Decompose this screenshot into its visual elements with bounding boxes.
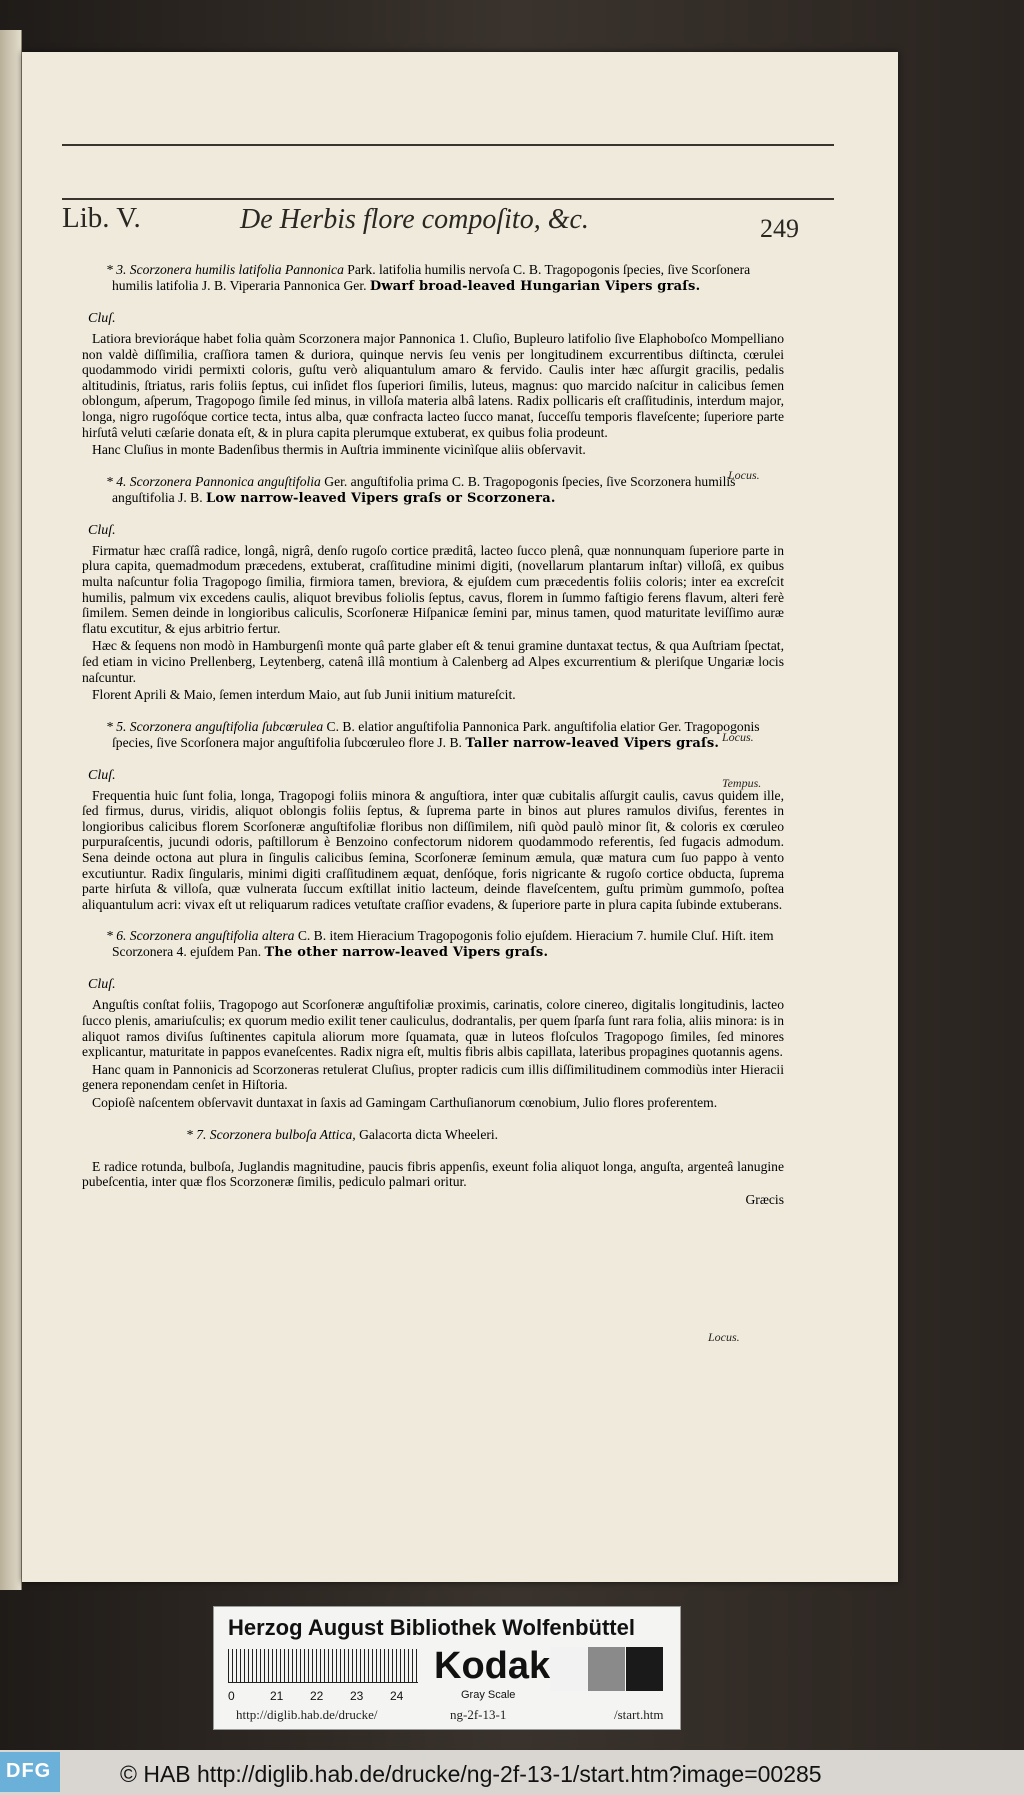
heading-italic: * 5. Scorzonera anguſtifolia ſubcœrulea [106, 718, 324, 734]
library-target-card [213, 1606, 681, 1730]
author-tag: Cluſ. [88, 311, 116, 326]
gray-scale-label: Gray Scale [461, 1689, 516, 1701]
copyright-link[interactable]: © HAB http://diglib.hab.de/drucke/ng-2f-13-1/start.htm?image=00285 [120, 1761, 822, 1787]
heading-english: Dwarf broad-leaved Hungarian Vipers graſs. [369, 279, 701, 294]
heading-rest: C. B. item Hieracium Tragopogonis folio ejuſdem. Hieracium 7. humile Cluſ. Hiſt. item Scorzonera 4. ejuſdem Pan. [112, 928, 774, 960]
url-part: http://diglib.hab.de/drucke/ [236, 1707, 378, 1722]
catchword: Græcis [745, 1191, 784, 1207]
author-tag: Cluſ. [88, 522, 116, 538]
entry-heading [82, 928, 784, 961]
heading-english: Low narrow-leaved Vipers graſs or Scorzonera. [206, 490, 556, 506]
entry-heading [82, 474, 784, 507]
paragraph: E radice rotunda, bulboſa, Juglandis magnitudine, paucis fibris appenſis, exeunt folia aliquot longa, anguſta, argenteâ lanugine pubeſcentia, inter quæ flos Scorzoneræ ſimilis, pediculo palmari oritur. [82, 1158, 784, 1190]
head-rule-bottom [62, 198, 834, 200]
margin-note-locus: Locus. [708, 1330, 740, 1344]
scale-number: 0 [228, 1689, 235, 1703]
heading-english: Taller narrow-leaved Vipers graſs. [465, 735, 720, 751]
margin-note-locus: Locus. [728, 468, 760, 482]
paragraph: Hanc Cluſius in monte Badenſibus thermis in Auſtria imminente vicinìſque aliis obſervavit. [92, 442, 586, 458]
heading-rest: Park. latifolia humilis nervoſa C. B. Tragopogonis ſpecies, ſive Scorſonera humilis latifolia J. B. Viperaria Pannonica Ger. [112, 262, 751, 293]
gray-swatch [588, 1647, 625, 1691]
scale-number: 23 [350, 1689, 364, 1703]
margin-note-tempus: Tempus. [722, 776, 762, 790]
library-name: Herzog August Bibliothek Wolfenbüttel [228, 1615, 635, 1640]
entry-6 [82, 928, 784, 1110]
kodak-logo: Kodak [434, 1645, 551, 1687]
author-tag: Cluſ. [88, 767, 116, 783]
entry-4 [82, 474, 784, 703]
page-content [82, 262, 784, 1224]
paragraph: Hæc & ſequens non modò in Hamburgenſi monte quâ parte glaber eſt & tenui gramine duntaxat tectus, & qua Auſtriam ſpectat, ſed etiam in vicino Prellenberg, Leytenberg, catenâ illâ montium à Calenberg ad Alpes excurrentium & pleriſque Ungariæ locis naſcuntur. [82, 638, 784, 685]
url-part: /start.htm [614, 1707, 664, 1722]
book-page [22, 52, 898, 1582]
gray-swatch [626, 1647, 663, 1691]
paragraph: Florent Aprili & Maio, ſemen interdum Maio, aut ſub Junii initium matureſcit. [92, 687, 516, 703]
scale-number: 21 [270, 1689, 284, 1703]
entry-heading [82, 719, 784, 752]
heading-italic: * 6. Scorzonera anguſtifolia altera [106, 928, 295, 944]
heading-italic: * 7. Scorzonera bulboſa Attica, [186, 1126, 356, 1142]
paragraph: Firmatur hæc craſſâ radice, longâ, nigrâ, denſo rugoſo cortice præditâ, lacteo ſucco plenâ, quæ nonnunquam ſuperiore parte in plura capita, quemadmodum præcedens, extuberat, craſſitudine minimi digiti, (novellarum plantarum inſtar) villoſâ, ex quibus multa naſcuntur folia Tragopogo ſimilia, firmiora tamen, breviora, & ejuſdem cum præcedentis foliis coloris; inter ea excreſcit humilis, palmum vix excedens caulis, aliquot brevibus foliolis ſeptus, cavus, florem in ſummo faſtigio ferens flavum, alteri ferè ſimilem. Semen deinde in longioribus caliculis, Scorſoneræ Hiſpanicæ ſemini par, minus tamen, quod maturitate leviſſimo auræ flatu excutitur, & ejus arbitrio fertur. [82, 542, 784, 636]
entry-5 [82, 719, 784, 913]
ruler-scale [228, 1649, 418, 1683]
head-rule-top [62, 144, 834, 146]
paragraph: Hanc quam in Pannonicis ad Scorzoneras retulerat Cluſius, propter radicis cum illis diſſimilitudinem commodiùs inter Hieracii genera reponendam cenſet in Hiſtoria. [82, 1061, 784, 1093]
url-part: ng-2f-13-1 [450, 1707, 507, 1722]
entry-3 [82, 262, 784, 458]
entry-7 [82, 1127, 784, 1208]
paragraph: Frequentia huic ſunt folia, longa, Tragopogi foliis minora & anguſtiora, inter quæ cubitalis aſſurgit caulis, cavus quidem ille, ſed firmus, durus, viridis, aliquot oblongis foliis ſeptus, & ſuprema parte in binos aut plures ramulos diviſus, ferentes in longioribus calicibus florem Scorſoneræ anguſtifoliæ floribus non diſſimilem, niſi quòd paulò minor ſit, & coloris ex cœruleo purpuraſcentis, jucundi odoris, paſtillorum è Benzoino confectorum nidorem quodammodo referentis, ſed fugacis admodum. Sena deinde octona aut plura in ſingulis calicibus ſemina, Scorſoneræ ſeminum æmula, quæ matura cum ſuo pappo à vento excutiuntur. Radix ſingularis, minimi digiti craſſitudinem æquat, denſóque, foris nigricante & rugoſo cortice obducta, ſuprema parte hirſuta & villoſa, quæ vulnerata ſuccum exſtillat initio lacteum, deinde flaveſcentem, guſtu primùm gummoſo, poſtea aliquantulum acri: vivax eſt ut reliquarum radices vetuſtate craſſior evadens, & ſuperiore parte in plura capita ſubinde extuberans. [82, 787, 784, 912]
scale-number: 24 [390, 1689, 404, 1703]
entry-heading [82, 262, 784, 295]
left-page-edge [0, 30, 22, 1590]
page-number: 249 [760, 214, 799, 243]
scale-number: 22 [310, 1689, 324, 1703]
heading-italic: * 4. Scorzonera Pannonica anguſtifolia [106, 473, 321, 489]
author-tag: Cluſ. [88, 977, 116, 993]
margin-note-locus: Locus. [722, 730, 754, 744]
paragraph: Anguſtis conſtat foliis, Tragopogo aut Scorſoneræ anguſtifoliæ proximis, carinatis, colore cinereo, digitalis longitudinis, lacteo ſucco plenis, amariuſculis; ex quorum medio exilit tener cauliculus, dodrantalis, per quem ſparſa ſunt rara folia, aliis minora: is in aliquot ramos diviſus ſuſtinentes capitula aliorum more ſquamata, quæ in luteos floſculos Tragopogo ſimiles, ſed minores explicantur, maturitate in pappos evaneſcentes. Radix nigra eſt, multis fibris albis capillata, lateribus propagines quotannis agens. [82, 997, 784, 1060]
gray-swatch [550, 1647, 587, 1691]
heading-italic: * 3. Scorzonera humilis latifolia Pannonica [106, 262, 344, 277]
paragraph: Latiora brevioráque habet folia quàm Scorzonera major Pannonica 1. Cluſio, Bupleuro latifolio ſive Elaphoboſco Mompelliano non valdè diſſimilia, craſſiora tamen & duriora, quinque nervis ſeu venis per longitudinem excurrentibus diſtincta, cœrulei quodammodo viridi permixti coloris, guſtu verò aliquantulum amaro & fervido. Caulis inter hæc aſſurgit gracilis, pedalis altitudinis, ſtriatus, raris foliis ſeptus, cui inſidet flos ſuperiori ſimilis, luteus, magnus: quo marcido naſcitur in calicibus ſemen oblongum, aſperum, Tragopogo ſimile ſed minus, in villoſa materia albâ latens. Radix pollicaris eſt craſſitudinis, interdum major, longa, nigro rugoſóque cortice tecta, intus alba, quæ confracta lacteo ſucco manat, ſucceſſu temporis flaveſcente; ſuperiore parte hirſutâ veluti cæſarie donata eſt, & in plura capita plerumque extuberat, ex quibus folia prodeunt. [82, 331, 784, 440]
entry-heading [82, 1127, 784, 1143]
heading-rest: Galacorta dicta Wheeleri. [355, 1126, 499, 1142]
heading-rest: C. B. elatior anguſtifolia Pannonica Park. anguſtifolia elatior Ger. Tragopogonis ſpecies, ſive Scorſonera major anguſtifolia ſubcœruleo flore J. B. [112, 718, 760, 750]
heading-rest: Ger. anguſtifolia prima C. B. Tragopogonis ſpecies, ſive Scorzonera humilis anguſtifolia J. B. [112, 473, 736, 505]
running-head-book: Lib. V. [62, 202, 141, 234]
dfg-logo: DFG [0, 1752, 60, 1792]
running-head-title: De Herbis flore compoſito, &c. [240, 204, 589, 235]
heading-english: The other narrow-leaved Vipers graſs. [264, 945, 549, 961]
paragraph: Copioſè naſcentem obſervavit duntaxat in ſaxis ad Gamingam Carthuſianorum cœnobium, Julio flores proferentem. [92, 1095, 718, 1110]
